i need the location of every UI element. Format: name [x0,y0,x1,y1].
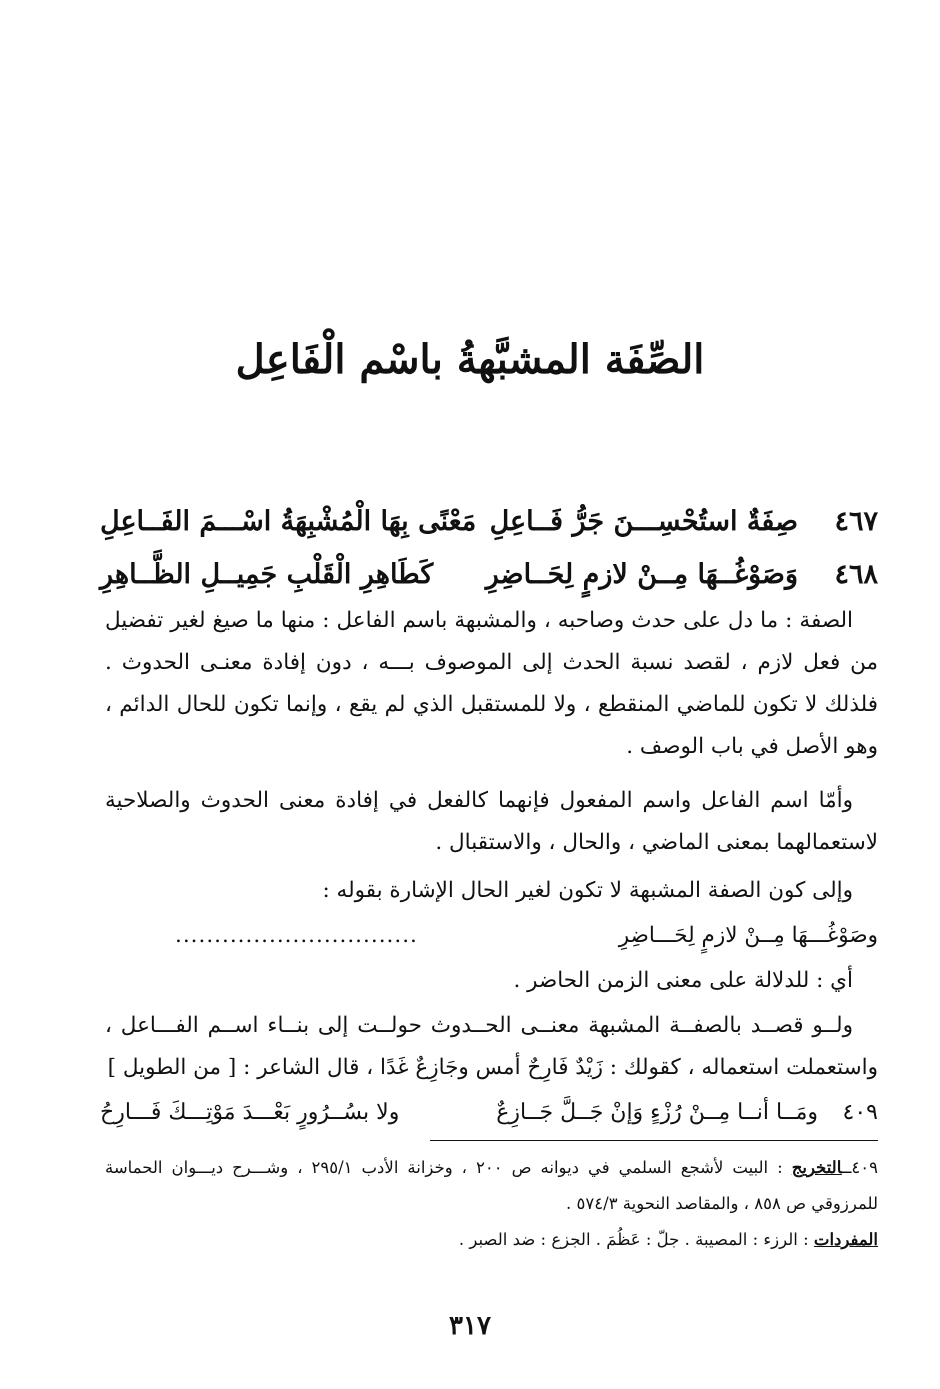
paragraph-explanation: أي : للدلالة على معنى الزمن الحاضر . [513,968,853,993]
verse-hemistich-second: كَطَاهِرِ الْقَلْبِ جَمِيــلِ الظَّــاهِرِ [100,559,434,590]
footnote-text-mufradat: : الرزء : المصيبة . جلّ : عَظُمَ . الجزع : ضد الصبر . [458,1230,809,1249]
footnote-label-takhrij: التخريج [791,1158,842,1177]
footnote-label-mufradat: المفردات [813,1230,878,1249]
paragraph-example: ولــو قصــد بالصفــة المشبهة معنــى الحــدوث حولــت إلى بنــاء اســم الفـــاعل ، واستعملت استعماله ، كقولك : زَيْدٌ فَارِحٌ أمس وجَازِعٌ غَدًا ، قال الشاعر : [ من الطويل ] [105,1013,878,1080]
verse-number: ٤٦٨ [834,559,878,590]
paragraph-reference: وإلى كون الصفة المشبهة لا تكون لغير الحال الإشارة بقوله : [322,878,853,903]
ellipsis-dots: ............................... [175,923,418,948]
paragraph-definition: الصفة : ما دل على حدث وصاحبه ، والمشبهة باسم الفاعل : منها ما صيغ لغير تفضيل من فعل لازم ، لقصد نسبة الحدث إلى الموصوف بـــه ، دون إفادة معنـى الحدوث . فلذلك لا تكون للماضي المنقطع ، ولا للمستقبل الذي لم يقع ، وإنما تكون للحال الدائم ، وهو الأصل في باب الوصف . [105,608,878,759]
verse-hemistich-second: ولا بسُــرُورٍ بَعْـــدَ مَوْتِـــكَ فَـــارِحُ [100,1100,400,1125]
verse-number: ٤٦٧ [834,506,878,537]
verse-hemistich-first: صِفَةٌ استُحْسِـــنَ جَرُّ فَــاعِلِ [489,506,798,537]
footnote-mufradat [105,1222,878,1258]
verse-467 [100,500,878,544]
verse-hemistich-first: وَصَوْغُــهَا مِــنْ لازمٍ لِحَــاضِرِ [485,559,798,590]
paragraph-active-participle: وأمّا اسم الفاعل واسم المفعول فإنهما كالفعل في إفادة معنى الحدوث والصلاحية لاستعمالهما بمعنى الماضي ، والحال ، والاستقبال . [105,788,878,855]
verse-hemistich-second: مَعْنًى بِهَا الْمُشْبِهَةُ اسْـــمَ الفَــاعِلِ [100,506,477,537]
quoted-hemistich [105,915,878,957]
verse-468 [100,553,878,597]
footnote-takhrij [105,1150,878,1222]
footnote-number: ٤٠٩ــ [841,1158,879,1177]
footnote-separator [430,1140,878,1141]
verse-hemistich-first: ومَــا أنــا مِــنْ رُزْءٍ وَإنْ جَــلَّ جَــازِعٌ [496,1100,818,1125]
footnote-text-takhrij: : البيت لأشجع السلمي في ديوانه ص ٢٠٠ ، وخزانة الأدب ٢٩٥/١ ، وشـــرح ديـــوان الحماسة للمرزوقي ص ٨٥٨ ، والمقاصد النحوية ٥٧٤/٣ . [105,1158,878,1213]
verse-number: ٤٠٩ [842,1100,878,1125]
verse-409 [100,1092,878,1134]
quoted-hemistich-text: وصَوْغُـــهَا مِــنْ لازمٍ لِحَـــاضِرِ [618,923,878,948]
page-number: ٣١٧ [449,1311,491,1341]
chapter-title: الصِّفَة المشبَّهةُ باسْم الْفَاعِل [235,336,705,383]
